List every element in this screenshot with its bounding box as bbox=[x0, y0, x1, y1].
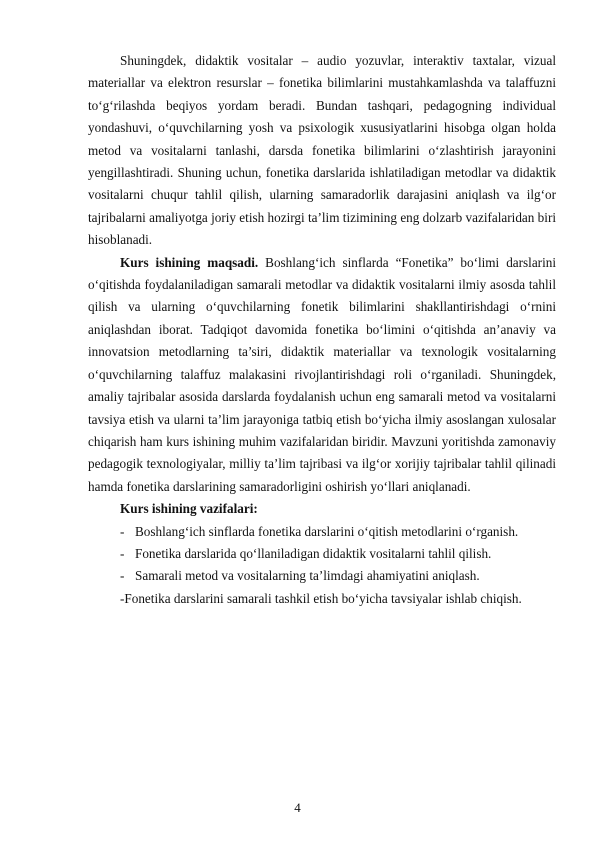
page-number: 4 bbox=[294, 800, 301, 815]
body-text bbox=[88, 50, 556, 610]
task-text: Samarali metod va vositalarning ta’limdagi ahamiyatini aniqlash. bbox=[135, 568, 480, 584]
dash-bullet: - bbox=[120, 568, 125, 584]
task-text: Boshlang‘ich sinflarda fonetika darslarini o‘qitish metodlarini o‘rganish. bbox=[135, 523, 519, 539]
task-item bbox=[88, 543, 556, 565]
intro-paragraph: Shuningdek, didaktik vositalar – audio yozuvlar, interaktiv taxtalar, vizual materiallar va elektron resurslar – fonetika bilimlarini mustahkamlashda va talaffuzni to‘g‘rilashda beqiyos yordam beradi. Bundan tashqari, pedagogning individual yondashuvi, o‘quvchilarning yosh va psixologik xususiyatlarini hisobga olgan holda metod va vositalarni tanlashi, darsda fonetika bilimlarini o‘zlashtirish jarayonini yengillashtiradi. Shuning uchun, fonetika darslarida ishlatiladigan metodlar va didaktik vositalarni chuqur tahlil qilish, ularning samaradorlik darajasini aniqlash va ilg‘or tajribalarni amaliyotga joriy etish hozirgi ta’lim tizimining eng dolzarb vazifalaridan biri hisoblanadi. bbox=[88, 53, 556, 248]
purpose-label: Kurs ishining maqsadi. bbox=[120, 254, 259, 270]
dash-bullet: - bbox=[120, 523, 125, 539]
dash-bullet: - bbox=[120, 545, 125, 561]
dash-bullet: - bbox=[120, 590, 125, 606]
task-text: Fonetika darslarida qo‘llaniladigan didaktik vositalarni tahlil qilish. bbox=[135, 545, 492, 561]
tasks-heading: Kurs ishining vazifalari: bbox=[120, 501, 258, 517]
task-item bbox=[88, 588, 556, 610]
purpose-text: Boshlang‘ich sinflarda “Fonetika” bo‘limi darslarini o‘qitishda foydalaniladigan samarali metodlar va didaktik vositalarni ilmiy asosda tahlil qilish va ularning o‘quvchilarning fonetik bilimlarini shakllantirishdagi o‘rnini aniqlashdan iborat. Tadqiqot davomida fonetika bo‘limini o‘qitishda an’anaviy va innovatsion metodlarning ta’siri, didaktik materiallar va texnologik vositalarning o‘quvchilarning talaffuz malakasini rivojlantirishdagi roli o‘rganiladi. Shuningdek, amaliy tajribalar asosida darslarda foydalanish uchun eng samarali metod va vositalarni tavsiya etish va ularni ta’lim jarayoniga tatbiq etish bo‘yicha ilmiy asoslangan xulosalar chiqarish ham kurs ishining muhim vazifalaridan biridir. Mavzuni yoritishda zamonaviy pedagogik texnologiyalar, milliy ta’lim tajribasi va ilg‘or xorijiy tajribalar tahlil qilinadi hamda fonetika darslarining samaradorligini oshirish yo‘llari aniqlanadi. bbox=[88, 254, 556, 494]
purpose-paragraph bbox=[88, 252, 556, 498]
task-text: Fonetika darslarini samarali tashkil etish bo‘yicha tavsiyalar ishlab chiqish. bbox=[124, 590, 522, 606]
task-item bbox=[88, 565, 556, 587]
task-item bbox=[88, 521, 556, 543]
